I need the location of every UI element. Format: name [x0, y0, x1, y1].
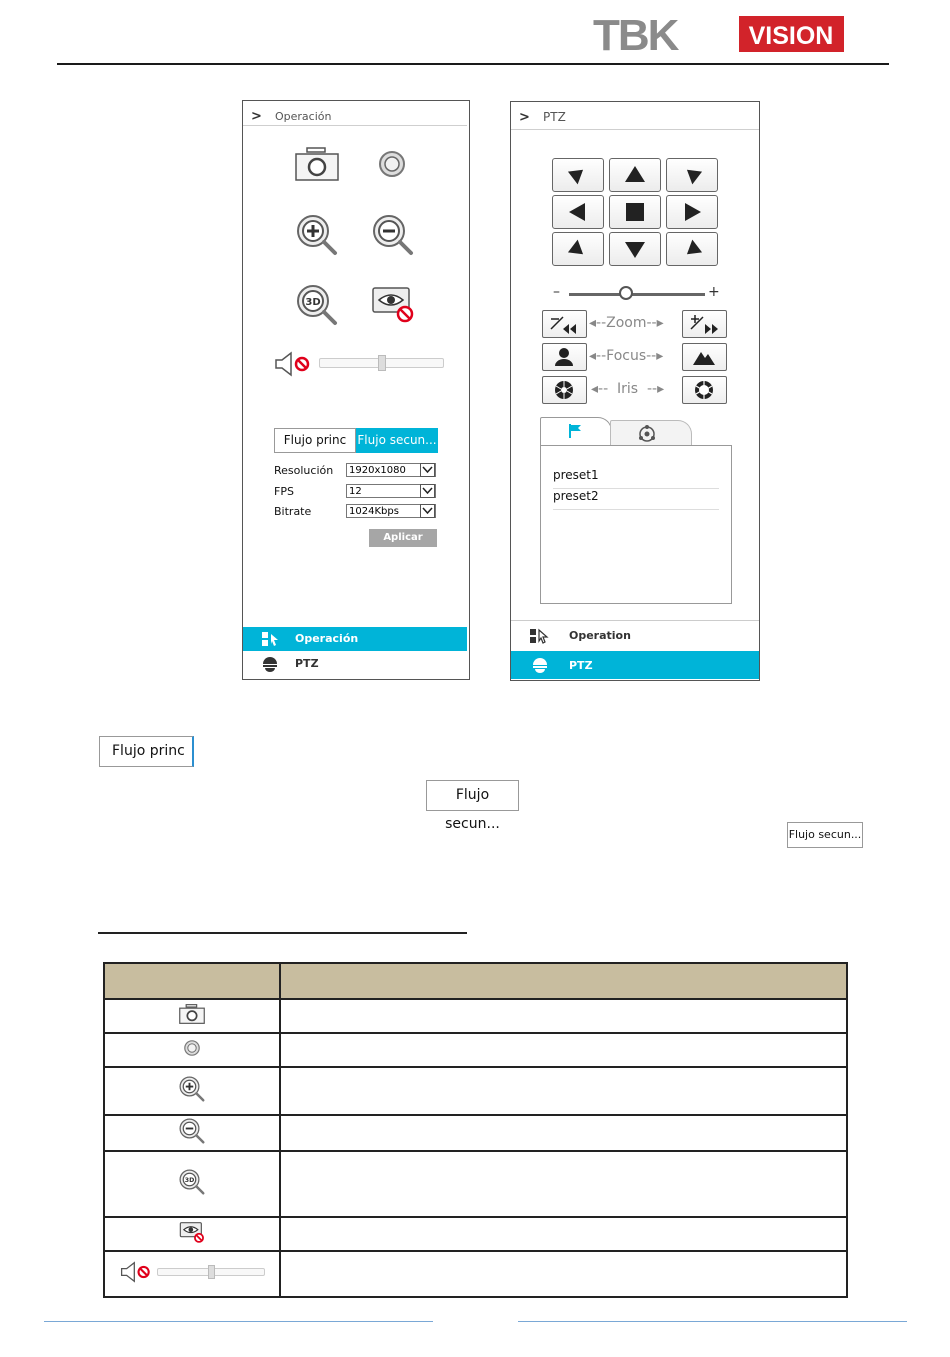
section-rule [98, 932, 467, 934]
apply-button[interactable]: Aplicar [369, 529, 437, 547]
tab-main-stream[interactable]: Flujo princ [274, 428, 356, 453]
chevron-right-icon[interactable]: > [251, 109, 262, 124]
focus-label: ◂--Focus--▸ [589, 348, 664, 364]
ptz-right-button[interactable] [666, 195, 718, 229]
table-row [104, 1217, 847, 1251]
speed-slider[interactable] [569, 293, 705, 296]
zoom-out-button[interactable] [542, 310, 587, 338]
cruise-icon [637, 425, 657, 443]
mute-icon [119, 1261, 153, 1283]
resolution-select[interactable]: 1920x1080 [346, 463, 436, 477]
panel-title: PTZ [543, 110, 566, 124]
icon-description-table [103, 962, 848, 1298]
volume-slider-thumb[interactable] [378, 355, 386, 371]
chevron-right-icon[interactable]: > [519, 110, 530, 125]
speed-minus[interactable]: – [553, 284, 560, 300]
dome-camera-icon [531, 656, 549, 674]
ptz-down-button[interactable] [609, 232, 661, 266]
list-item[interactable]: preset1 [553, 468, 719, 489]
header-rule [57, 63, 889, 65]
panel-title: Operación [275, 110, 332, 123]
privacy-mask-icon [178, 1220, 206, 1244]
nav-item-label: PTZ [569, 659, 593, 672]
volume-slider [157, 1268, 265, 1276]
nav-item-ptz[interactable] [511, 651, 759, 679]
list-item[interactable]: preset2 [553, 489, 719, 510]
tbk-vision-logo [593, 14, 845, 58]
snapshot-icon [178, 1002, 206, 1026]
privacy-mask-icon[interactable] [369, 284, 417, 328]
zoom-out-icon[interactable] [369, 211, 417, 263]
fps-label: FPS [274, 485, 294, 498]
record-icon [183, 1039, 201, 1057]
svg-text:VISION: VISION [748, 22, 834, 50]
table-row [104, 1067, 847, 1115]
mute-icon[interactable] [273, 351, 313, 381]
footer-line-right [518, 1321, 907, 1322]
ptz-left-button[interactable] [552, 195, 604, 229]
nav-item-label: PTZ [295, 657, 319, 670]
ptz-up-left-button[interactable] [552, 158, 604, 192]
operation-panel [242, 100, 470, 680]
3d-zoom-icon[interactable] [293, 281, 341, 333]
zoom-label: ◂--Zoom--▸ [589, 315, 664, 331]
nav-item-operation[interactable] [511, 622, 759, 650]
zoom-in-icon[interactable] [293, 211, 341, 263]
iris-label: ◂-- Iris --▸ [591, 381, 665, 397]
cruise-tab[interactable] [610, 420, 692, 447]
zoom-in-button[interactable] [682, 310, 727, 338]
nav-item-ptz[interactable] [243, 652, 467, 676]
nav-item-operation[interactable] [243, 627, 467, 651]
fps-select[interactable]: 12 [346, 484, 436, 498]
resolution-label: Resolución [274, 464, 334, 477]
focus-near-button[interactable] [542, 343, 587, 371]
zoom-in-icon [177, 1074, 207, 1104]
zoom-out-icon [177, 1116, 207, 1146]
table-row [104, 999, 847, 1033]
iris-close-button[interactable] [542, 376, 587, 404]
svg-text:TBK: TBK [593, 14, 678, 54]
tab-sub-stream[interactable]: Flujo secun... [356, 428, 438, 453]
sub-stream-button-small[interactable]: Flujo secun... [787, 822, 863, 848]
preset-list [540, 445, 732, 604]
focus-far-button[interactable] [682, 343, 727, 371]
table-row [104, 1033, 847, 1067]
footer-line-left [44, 1321, 433, 1322]
operation-cursor-icon [261, 631, 281, 647]
svg-text:3D: 3D [184, 1177, 195, 1184]
bitrate-select[interactable]: 1024Kbps [346, 504, 436, 518]
table-row [104, 1115, 847, 1151]
ptz-up-button[interactable] [609, 158, 661, 192]
dome-camera-icon [261, 655, 279, 673]
svg-text:3D: 3D [305, 297, 321, 308]
iris-open-button[interactable] [682, 376, 727, 404]
bitrate-label: Bitrate [274, 505, 312, 518]
flag-icon [568, 423, 586, 439]
speed-slider-thumb[interactable] [619, 286, 633, 300]
volume-slider[interactable] [319, 358, 444, 368]
operation-cursor-icon [529, 628, 551, 644]
main-stream-button[interactable]: Flujo princ [99, 736, 194, 767]
table-row [104, 1251, 847, 1297]
ptz-stop-button[interactable] [609, 195, 661, 229]
ptz-down-right-button[interactable] [666, 232, 718, 266]
preset-tab[interactable] [540, 417, 612, 448]
snapshot-icon[interactable] [293, 145, 341, 187]
sub-stream-button[interactable]: Flujo secun... [426, 780, 519, 811]
ptz-down-left-button[interactable] [552, 232, 604, 266]
nav-item-label: Operación [295, 632, 359, 645]
ptz-up-right-button[interactable] [666, 158, 718, 192]
nav-item-label: Operation [569, 629, 631, 642]
3d-zoom-icon [177, 1167, 207, 1197]
table-header-row [104, 963, 847, 999]
table-row [104, 1151, 847, 1217]
ptz-panel [510, 101, 760, 681]
speed-plus[interactable]: + [708, 284, 720, 300]
record-icon[interactable] [377, 149, 407, 183]
